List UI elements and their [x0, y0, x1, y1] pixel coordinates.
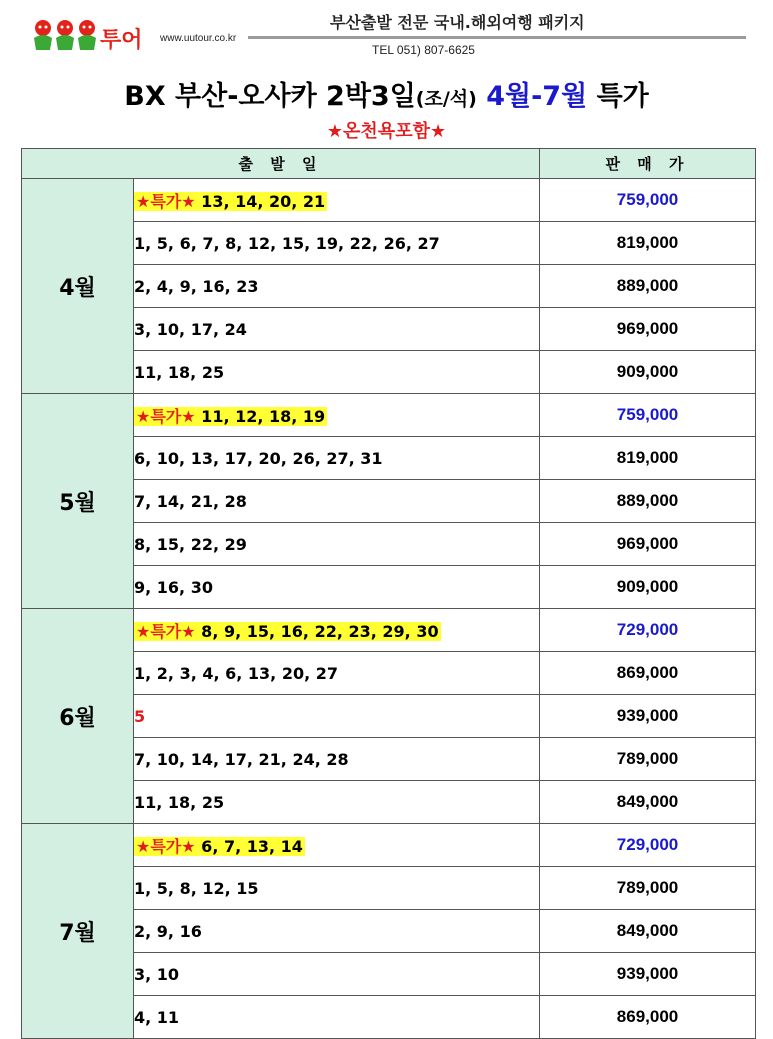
header-divider — [248, 36, 746, 39]
special-label: ★특가★ — [136, 191, 196, 211]
sale-price: 819,000 — [540, 437, 756, 480]
sale-price: 819,000 — [540, 222, 756, 265]
month-label: 5월 — [22, 394, 134, 609]
sale-price: 889,000 — [540, 480, 756, 523]
special-price: 729,000 — [540, 824, 756, 867]
month-label: 6월 — [22, 609, 134, 824]
sale-price: 969,000 — [540, 523, 756, 566]
svg-text:투어: 투어 — [100, 28, 143, 53]
dates-text: 5 — [134, 706, 146, 726]
title-main: BX 부산-오사카 2박3일 — [124, 81, 416, 112]
special-label: ★특가★ — [136, 406, 196, 426]
onsen-included-note: ★온천욕포함★ — [326, 121, 447, 142]
special-dates: 13, 14, 20, 21 — [195, 191, 326, 211]
table-row — [22, 394, 756, 437]
special-price: 729,000 — [540, 609, 756, 652]
uutour-logo — [30, 16, 160, 56]
phone-number: TEL 051) 807-6625 — [372, 43, 475, 57]
month-label: 4월 — [22, 179, 134, 394]
departure-dates — [134, 265, 540, 308]
special-dates: 11, 12, 18, 19 — [195, 406, 326, 426]
dates-text: 11, 18, 25 — [134, 362, 225, 382]
page-title — [0, 74, 773, 113]
sale-price-header: 판 매 가 — [540, 149, 756, 179]
dates-text: 3, 10 — [134, 964, 180, 984]
departure-dates — [134, 566, 540, 609]
dates-text: 3, 10, 17, 24 — [134, 319, 247, 339]
departure-dates — [134, 652, 540, 695]
table-row — [22, 179, 756, 222]
table-header-row — [22, 149, 756, 179]
dates-text: 9, 16, 30 — [134, 577, 213, 597]
table-body — [22, 179, 756, 1039]
departure-dates — [134, 824, 540, 867]
special-price: 759,000 — [540, 179, 756, 222]
title-suffix: 특가 — [596, 81, 649, 112]
sale-price: 969,000 — [540, 308, 756, 351]
dates-text: 1, 5, 8, 12, 15 — [134, 878, 259, 898]
departure-dates-header: 출 발 일 — [22, 149, 540, 179]
departure-dates — [134, 953, 540, 996]
sale-price: 869,000 — [540, 652, 756, 695]
special-highlight — [134, 837, 305, 856]
dates-text: 2, 4, 9, 16, 23 — [134, 276, 259, 296]
sale-price: 789,000 — [540, 867, 756, 910]
special-dates: 6, 7, 13, 14 — [195, 836, 303, 856]
departure-dates — [134, 695, 540, 738]
site-url[interactable]: www.uutour.co.kr — [160, 33, 237, 44]
sale-price: 909,000 — [540, 566, 756, 609]
special-label: ★특가★ — [136, 621, 196, 641]
table-row — [22, 824, 756, 867]
departure-dates — [134, 351, 540, 394]
special-highlight — [134, 192, 327, 211]
sale-price: 849,000 — [540, 910, 756, 953]
dates-text: 7, 10, 14, 17, 21, 24, 28 — [134, 749, 349, 769]
sale-price: 849,000 — [540, 781, 756, 824]
dates-text: 7, 14, 21, 28 — [134, 491, 247, 511]
sale-price: 939,000 — [540, 695, 756, 738]
special-highlight — [134, 622, 441, 641]
departure-dates — [134, 738, 540, 781]
departure-dates — [134, 781, 540, 824]
departure-dates — [134, 480, 540, 523]
departure-dates — [134, 437, 540, 480]
departure-dates — [134, 996, 540, 1039]
special-dates: 8, 9, 15, 16, 22, 23, 29, 30 — [195, 621, 439, 641]
special-price: 759,000 — [540, 394, 756, 437]
sale-price: 869,000 — [540, 996, 756, 1039]
dates-text: 2, 9, 16 — [134, 921, 202, 941]
dates-text: 4, 11 — [134, 1007, 180, 1027]
dates-text: 1, 2, 3, 4, 6, 13, 20, 27 — [134, 663, 338, 683]
price-table — [21, 148, 756, 1039]
table-row — [22, 609, 756, 652]
departure-dates — [134, 910, 540, 953]
departure-dates — [134, 308, 540, 351]
month-label: 7월 — [22, 824, 134, 1039]
special-highlight — [134, 407, 327, 426]
dates-text: 8, 15, 22, 29 — [134, 534, 247, 554]
departure-dates — [134, 394, 540, 437]
departure-dates — [134, 609, 540, 652]
special-label: ★특가★ — [136, 836, 196, 856]
sale-price: 909,000 — [540, 351, 756, 394]
dates-text: 6, 10, 13, 17, 20, 26, 27, 31 — [134, 448, 383, 468]
departure-dates — [134, 222, 540, 265]
sale-price: 939,000 — [540, 953, 756, 996]
departure-dates — [134, 179, 540, 222]
tagline: 부산출발 전문 국내.해외여행 패키지 — [330, 13, 585, 32]
title-period: 4월-7월 — [486, 81, 588, 112]
departure-dates — [134, 523, 540, 566]
title-meal: (조/석) — [415, 88, 477, 110]
departure-dates — [134, 867, 540, 910]
dates-text: 1, 5, 6, 7, 8, 12, 15, 19, 22, 26, 27 — [134, 233, 440, 253]
sale-price: 789,000 — [540, 738, 756, 781]
dates-text: 11, 18, 25 — [134, 792, 225, 812]
sale-price: 889,000 — [540, 265, 756, 308]
